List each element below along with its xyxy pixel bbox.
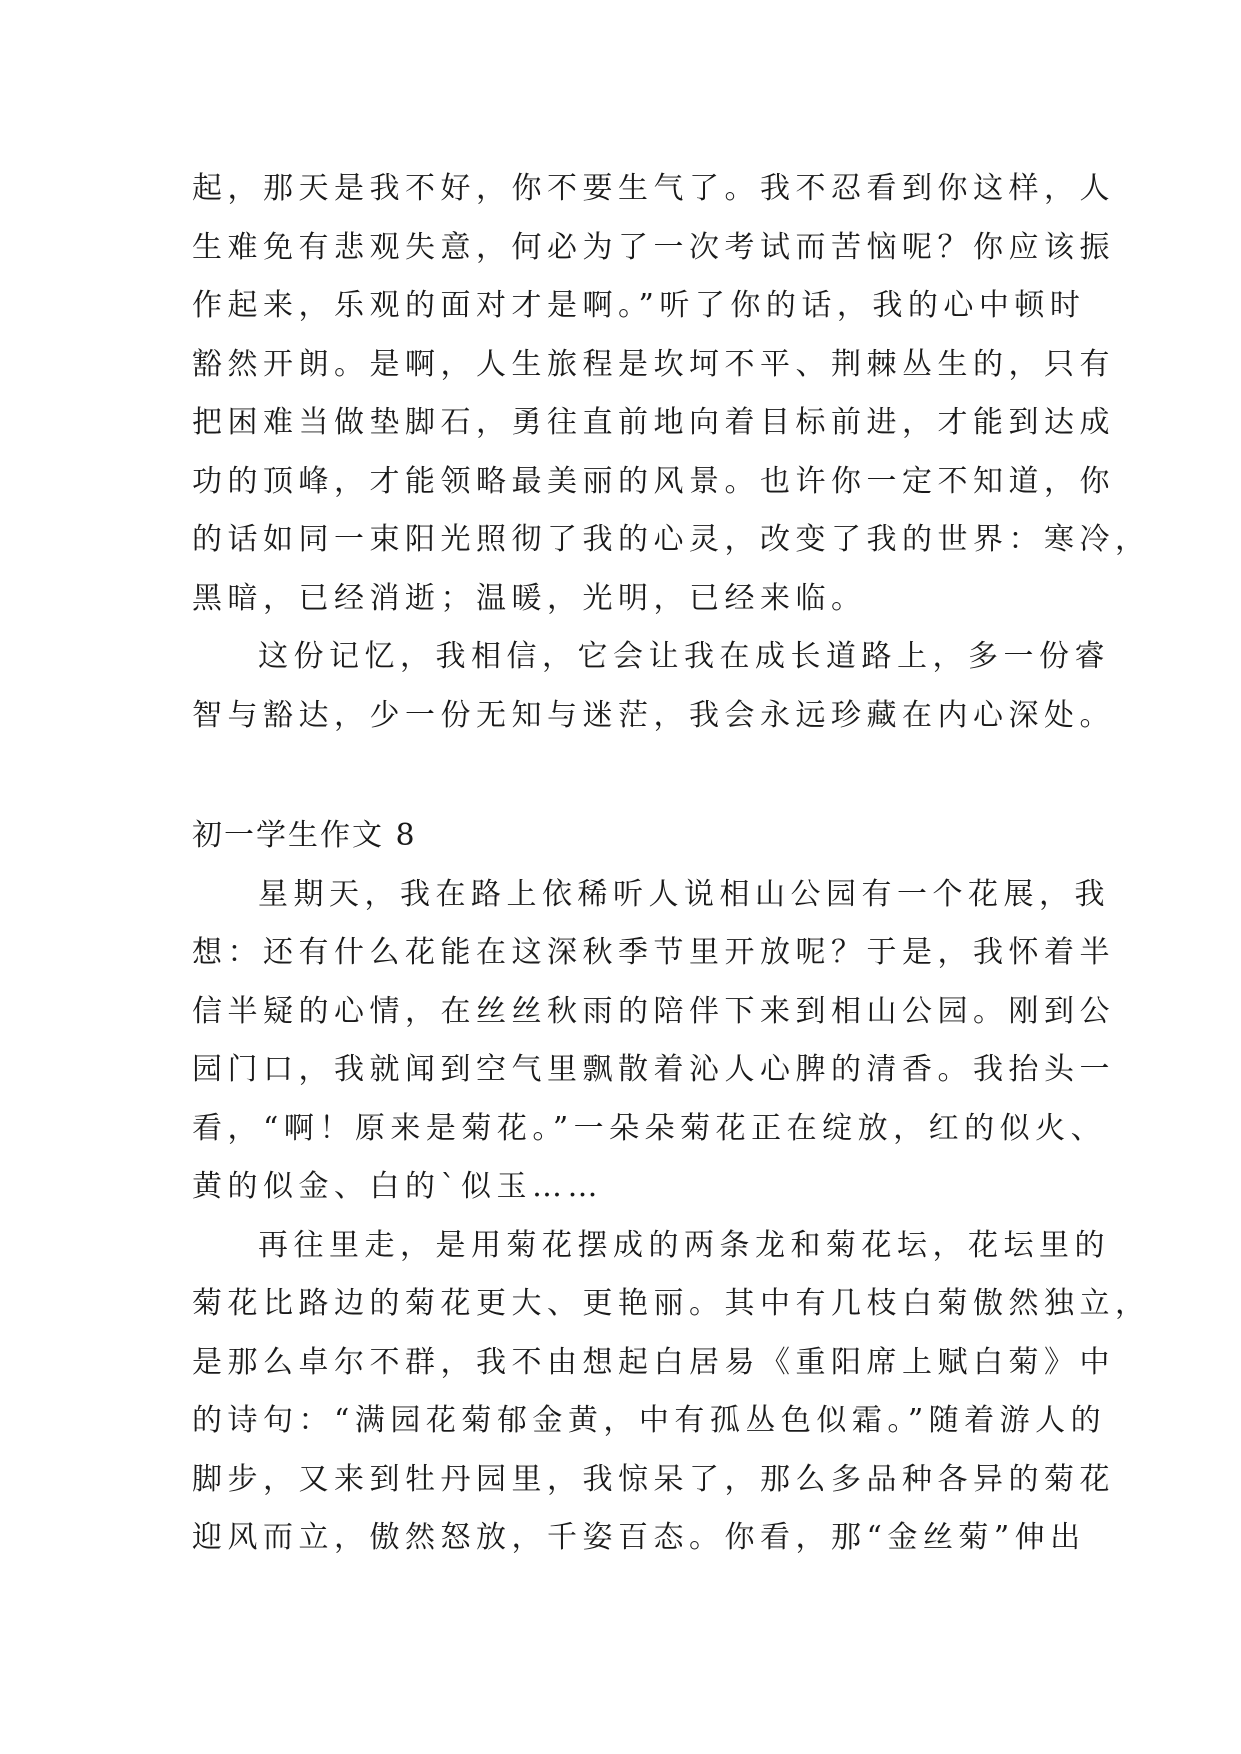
text-line: 把困难当做垫脚石，勇往直前地向着目标前进，才能到达成 — [192, 405, 1115, 440]
text-line: 脚步，又来到牡丹园里，我惊呆了，那么多品种各异的菊花 — [192, 1461, 1115, 1497]
text-line: 黑暗，已经消逝；温暖，光明，已经来临。 — [192, 580, 867, 616]
text-line: 想：还有什么花能在这深秋季节里开放呢？于是，我怀着半 — [192, 935, 1115, 970]
text-line: 星期天，我在路上依稀听人说相山公园有一个花展，我 — [258, 876, 1110, 912]
text-line: 作起来，乐观的面对才是啊。”听了你的话，我的心中顿时 — [192, 288, 1086, 323]
text-line: 生难免有悲观失意，何必为了一次考试而苦恼呢？你应该振 — [192, 229, 1115, 265]
text-line: 黄的似金、白的`似玉…… — [192, 1169, 603, 1204]
paragraph — [192, 628, 1115, 745]
text-line: 菊花比路边的菊花更大、更艳丽。其中有几枝白菊傲然独立， — [192, 1286, 1151, 1321]
text-line: 看，“啊！原来是菊花。”一朵朵菊花正在绽放，红的似火、 — [192, 1110, 1107, 1146]
document-page — [192, 160, 1151, 1568]
paragraph — [192, 866, 1115, 1217]
text-line: 再往里走，是用菊花摆成的两条龙和菊花坛，花坛里的 — [258, 1227, 1110, 1263]
text-line: 信半疑的心情，在丝丝秋雨的陪伴下来到相山公园。刚到公 — [192, 993, 1115, 1029]
text-line: 的话如同一束阳光照彻了我的心灵，改变了我的世界：寒冷， — [192, 522, 1151, 557]
text-line: 起，那天是我不好，你不要生气了。我不忍看到你这样，人 — [192, 171, 1115, 206]
text-line: 迎风而立，傲然怒放，千姿百态。你看，那“金丝菊”伸出 — [192, 1520, 1086, 1555]
text-line: 这份记忆，我相信，它会让我在成长道路上，多一份睿 — [258, 639, 1110, 674]
text-line: 是那么卓尔不群，我不由想起白居易《重阳席上赋白菊》中 — [192, 1344, 1115, 1380]
section-heading: 初一学生作文 8 — [192, 818, 417, 853]
text-line: 功的顶峰，才能领略最美丽的风景。也许你一定不知道，你 — [192, 463, 1115, 499]
paragraph — [192, 1217, 1151, 1568]
text-line: 豁然开朗。是啊，人生旅程是坎坷不平、荆棘丛生的，只有 — [192, 346, 1115, 382]
text-line: 园门口，我就闻到空气里飘散着沁人心脾的清香。我抬头一 — [192, 1052, 1115, 1087]
text-line: 智与豁达，少一份无知与迷茫，我会永远珍藏在内心深处。 — [192, 697, 1115, 733]
paragraph — [192, 160, 1151, 628]
text-line: 的诗句：“满园花菊郁金黄，中有孤丛色似霜。”随着游人的 — [192, 1403, 1107, 1438]
